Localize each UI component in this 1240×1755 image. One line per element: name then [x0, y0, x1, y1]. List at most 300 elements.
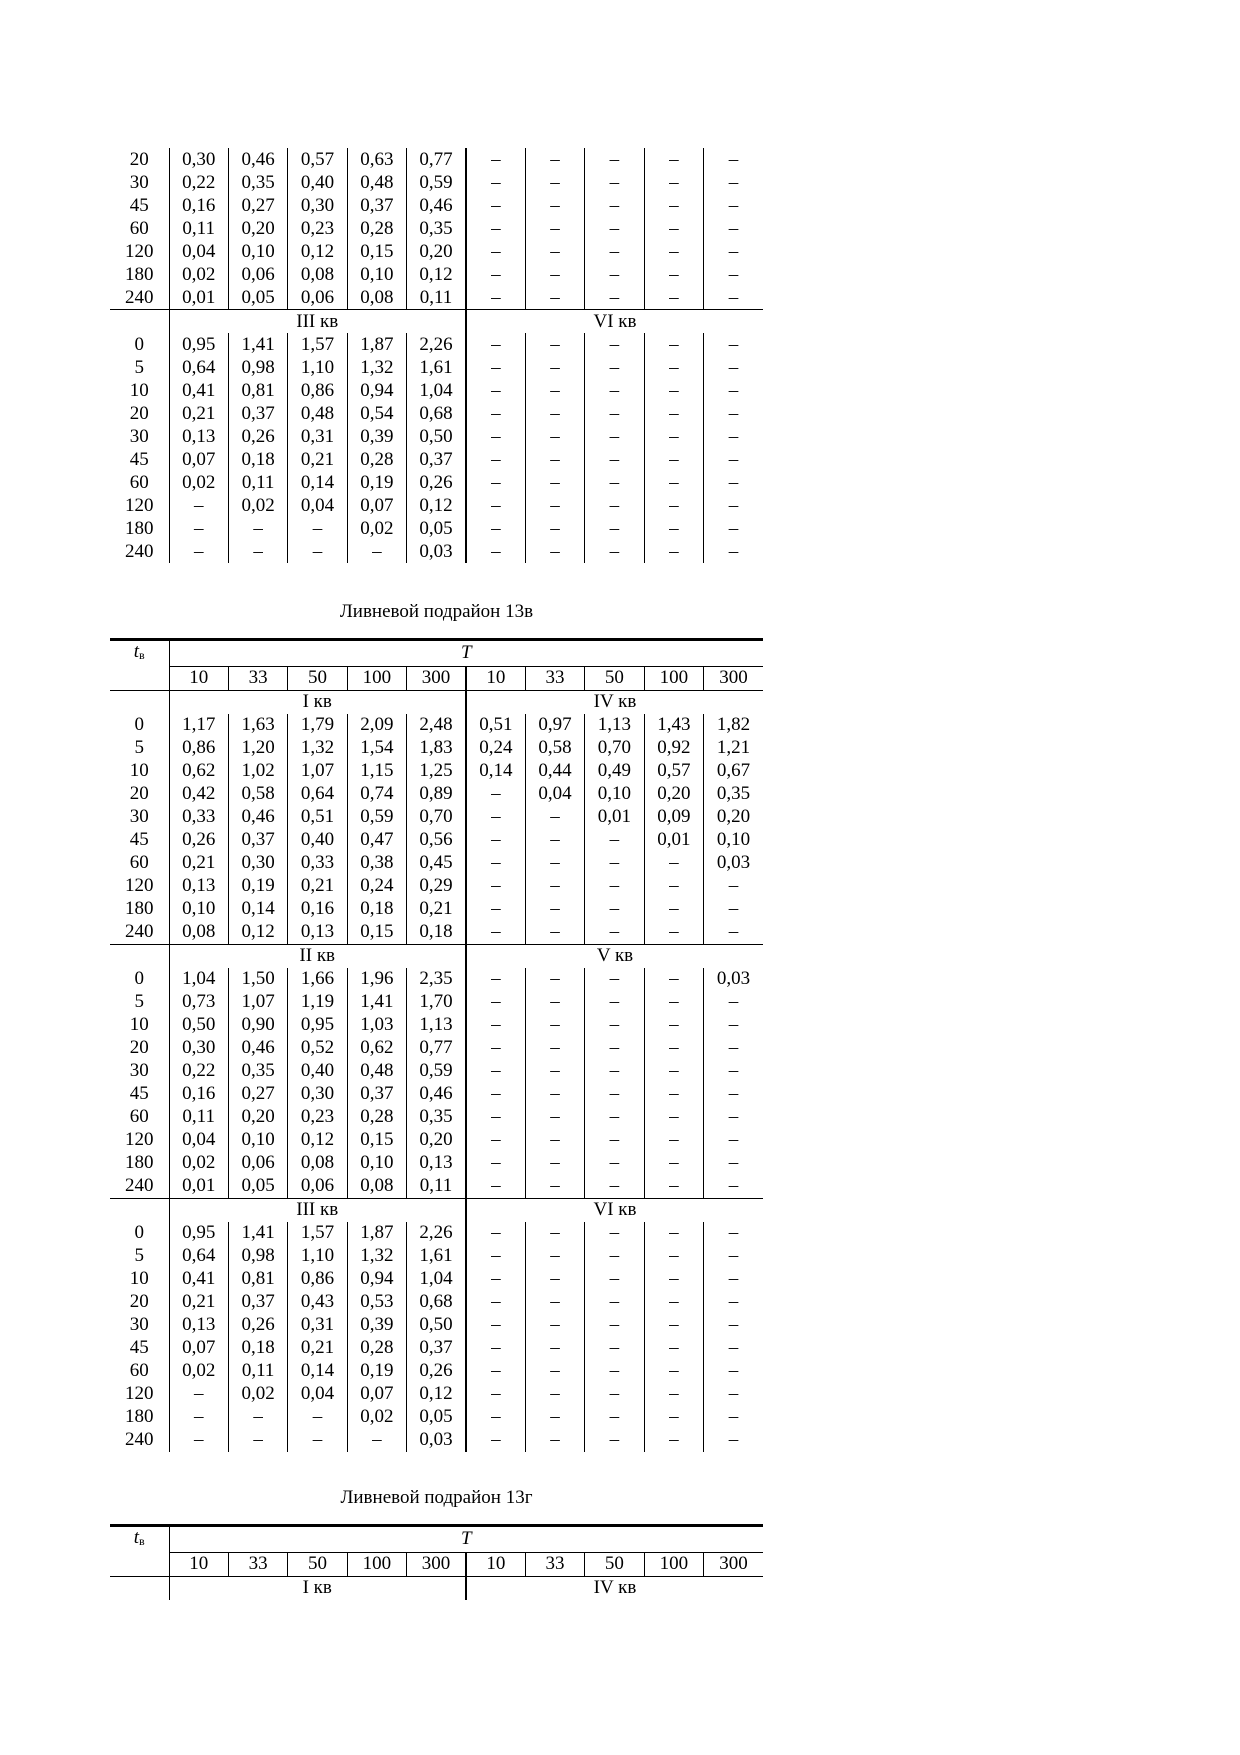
value-cell: 0,58 — [228, 783, 287, 806]
value-cell: – — [466, 898, 525, 921]
value-cell: 0,20 — [228, 217, 287, 240]
value-cell: – — [525, 852, 584, 875]
row-time-cell: 20 — [129, 1037, 149, 1058]
value-cell: – — [644, 1083, 703, 1106]
value-cell: 0,02 — [169, 1360, 228, 1383]
value-cell: – — [525, 991, 584, 1014]
value-cell: 1,13 — [407, 1014, 466, 1037]
row-time-cell: 120 — [125, 1129, 154, 1150]
value-cell: 0,05 — [407, 517, 466, 540]
value-cell: 0,94 — [347, 379, 406, 402]
period-header-cell: 33 — [525, 1552, 584, 1576]
caption-13v: Ливневой подрайон 13в — [339, 601, 534, 622]
value-cell: – — [466, 171, 525, 194]
value-cell: – — [704, 263, 763, 286]
value-cell: – — [525, 898, 584, 921]
value-cell: 0,73 — [169, 991, 228, 1014]
value-cell: – — [525, 1152, 584, 1175]
value-cell: – — [704, 286, 763, 310]
value-cell: – — [644, 356, 703, 379]
quarter-header-spacer — [110, 1576, 169, 1600]
value-cell: – — [466, 1175, 525, 1199]
value-cell: 0,11 — [228, 471, 287, 494]
value-cell: – — [585, 1406, 644, 1429]
period-header-cell: 300 — [704, 666, 764, 690]
row-time-cell: 240 — [125, 921, 154, 942]
quarter-label-right: VI кв — [466, 1198, 763, 1222]
value-cell: – — [704, 1222, 764, 1245]
value-cell: 0,24 — [466, 737, 525, 760]
value-cell: – — [347, 540, 406, 563]
value-cell: – — [525, 1175, 584, 1199]
quarter-header-spacer — [110, 944, 169, 968]
value-cell: – — [466, 1406, 525, 1429]
period-header-cell: 33 — [525, 666, 584, 690]
value-cell: – — [466, 875, 525, 898]
table-row — [110, 356, 763, 379]
row-time-cell: 0 — [134, 714, 144, 735]
value-cell: 1,57 — [288, 333, 347, 356]
value-cell: – — [466, 540, 525, 563]
table-13v — [110, 638, 763, 1452]
value-cell: – — [169, 494, 228, 517]
value-cell: – — [525, 494, 584, 517]
value-cell: 0,18 — [407, 921, 466, 945]
value-cell: 0,51 — [288, 806, 347, 829]
row-time-cell: 45 — [129, 448, 149, 470]
value-cell: 0,46 — [407, 1083, 466, 1106]
value-cell: – — [525, 1360, 584, 1383]
value-cell: – — [585, 517, 644, 540]
row-time-cell: 60 — [129, 1106, 149, 1127]
value-cell: 0,03 — [704, 968, 764, 991]
value-cell: – — [644, 425, 703, 448]
value-cell: – — [525, 1429, 584, 1452]
row-time-cell: 120 — [125, 240, 154, 262]
value-cell: – — [704, 1037, 764, 1060]
value-cell: – — [288, 1429, 347, 1452]
value-cell: – — [704, 217, 763, 240]
value-cell: – — [585, 286, 644, 310]
value-cell: – — [704, 1175, 764, 1199]
period-header-cell: 100 — [644, 1552, 703, 1576]
period-header-cell: 50 — [585, 666, 644, 690]
col-group-header-T: T — [169, 640, 763, 667]
value-cell: – — [228, 540, 287, 563]
value-cell: – — [585, 1175, 644, 1199]
value-cell: – — [644, 471, 703, 494]
row-time-cell: 60 — [129, 471, 149, 493]
row-time-cell: 0 — [134, 333, 144, 355]
row-time-cell: 180 — [125, 263, 154, 285]
value-cell: 1,43 — [644, 714, 703, 737]
value-cell: 0,05 — [407, 1406, 466, 1429]
value-cell: 0,20 — [407, 1129, 466, 1152]
value-cell: 2,26 — [407, 1222, 466, 1245]
value-cell: 0,10 — [347, 1152, 406, 1175]
value-cell: – — [585, 1060, 644, 1083]
value-cell: 0,22 — [169, 1060, 228, 1083]
header-row-periods — [110, 1552, 763, 1576]
value-cell: – — [704, 898, 764, 921]
value-cell: 0,26 — [228, 1314, 287, 1337]
table-row — [110, 852, 763, 875]
value-cell: – — [704, 875, 764, 898]
value-cell: – — [525, 356, 584, 379]
table-row — [110, 968, 763, 991]
value-cell: 0,10 — [585, 783, 644, 806]
row-time-cell: 60 — [129, 217, 149, 239]
value-cell: – — [644, 1175, 703, 1199]
value-cell: 0,53 — [347, 1291, 406, 1314]
value-cell: 0,27 — [228, 1083, 287, 1106]
value-cell: – — [466, 1152, 525, 1175]
value-cell: – — [585, 1429, 644, 1452]
value-cell: 1,03 — [347, 1014, 406, 1037]
table-row — [110, 494, 763, 517]
value-cell: – — [466, 402, 525, 425]
value-cell: – — [644, 991, 703, 1014]
value-cell: – — [525, 379, 584, 402]
period-header-cell: 100 — [644, 666, 703, 690]
value-cell: – — [466, 1291, 525, 1314]
value-cell: 0,46 — [407, 194, 466, 217]
value-cell: – — [704, 540, 763, 563]
value-cell: – — [704, 1129, 764, 1152]
value-cell: 0,06 — [288, 1175, 347, 1199]
col-group-header-T: T — [169, 1526, 763, 1553]
value-cell: – — [585, 1245, 644, 1268]
row-time-cell: 10 — [129, 379, 149, 401]
value-cell: – — [525, 1245, 584, 1268]
value-cell: 0,37 — [347, 194, 406, 217]
value-cell: 0,95 — [169, 1222, 228, 1245]
value-cell: 0,33 — [288, 852, 347, 875]
value-cell: 0,30 — [169, 148, 228, 171]
value-cell: – — [644, 968, 703, 991]
value-cell: 1,63 — [228, 714, 287, 737]
value-cell: – — [466, 471, 525, 494]
value-cell: 0,35 — [704, 783, 764, 806]
value-cell: – — [525, 240, 584, 263]
value-cell: – — [704, 1245, 764, 1268]
value-cell: 0,23 — [288, 1106, 347, 1129]
value-cell: 1,50 — [228, 968, 287, 991]
value-cell: 0,09 — [644, 806, 703, 829]
value-cell: – — [644, 194, 703, 217]
row-time-cell: 30 — [129, 425, 149, 447]
value-cell: 0,50 — [407, 425, 466, 448]
value-cell: – — [585, 448, 644, 471]
value-cell: 2,26 — [407, 333, 466, 356]
value-cell: – — [585, 921, 644, 945]
value-cell: – — [466, 517, 525, 540]
row-time-cell: 30 — [129, 1060, 149, 1081]
value-cell: – — [585, 333, 644, 356]
value-cell: – — [585, 356, 644, 379]
value-cell: – — [466, 1314, 525, 1337]
value-cell: 0,11 — [228, 1360, 287, 1383]
value-cell: – — [644, 217, 703, 240]
quarter-label-right: VI кв — [466, 310, 763, 334]
quarter-label-right: IV кв — [466, 690, 763, 714]
value-cell: 0,07 — [169, 1337, 228, 1360]
value-cell: – — [644, 448, 703, 471]
value-cell: 0,67 — [704, 760, 764, 783]
quarter-label-left: I кв — [169, 690, 466, 714]
value-cell: 1,66 — [288, 968, 347, 991]
value-cell: 0,63 — [347, 148, 406, 171]
value-cell: – — [585, 1360, 644, 1383]
value-cell: 0,04 — [525, 783, 584, 806]
value-cell: 1,96 — [347, 968, 406, 991]
value-cell: – — [704, 1152, 764, 1175]
value-cell: 0,13 — [169, 1314, 228, 1337]
value-cell: 0,86 — [169, 737, 228, 760]
value-cell: 0,10 — [347, 263, 406, 286]
table-row — [110, 425, 763, 448]
value-cell: 1,54 — [347, 737, 406, 760]
value-cell: – — [288, 517, 347, 540]
table-row — [110, 194, 763, 217]
value-cell: 0,10 — [704, 829, 764, 852]
table-row — [110, 471, 763, 494]
value-cell: – — [704, 194, 763, 217]
value-cell: – — [585, 1268, 644, 1291]
value-cell: – — [466, 425, 525, 448]
value-cell: 0,20 — [228, 1106, 287, 1129]
value-cell: 0,35 — [407, 1106, 466, 1129]
value-cell: 1,83 — [407, 737, 466, 760]
value-cell: 0,95 — [288, 1014, 347, 1037]
table-13g — [110, 1524, 763, 1600]
value-cell: – — [644, 171, 703, 194]
value-cell: 0,70 — [407, 806, 466, 829]
value-cell: – — [704, 991, 764, 1014]
value-cell: – — [525, 1222, 584, 1245]
value-cell: 0,21 — [407, 898, 466, 921]
value-cell: – — [466, 1037, 525, 1060]
value-cell: 0,28 — [347, 1106, 406, 1129]
value-cell: 0,81 — [228, 379, 287, 402]
value-cell: – — [585, 1014, 644, 1037]
value-cell: – — [585, 968, 644, 991]
value-cell: 0,15 — [347, 921, 406, 945]
table-row — [110, 898, 763, 921]
value-cell: 0,70 — [585, 737, 644, 760]
value-cell: 0,10 — [169, 898, 228, 921]
value-cell: 0,48 — [347, 171, 406, 194]
value-cell: 0,14 — [288, 1360, 347, 1383]
table-row — [110, 737, 763, 760]
value-cell: 0,11 — [169, 217, 228, 240]
value-cell: 1,04 — [407, 1268, 466, 1291]
table-row — [110, 760, 763, 783]
value-cell: 0,89 — [407, 783, 466, 806]
value-cell: – — [169, 1383, 228, 1406]
row-time-cell: 240 — [125, 540, 154, 562]
row-time-cell: 0 — [134, 968, 144, 989]
row-time-cell: 5 — [134, 737, 144, 758]
table-row — [110, 1314, 763, 1337]
table-row — [110, 1245, 763, 1268]
value-cell: 0,62 — [347, 1037, 406, 1060]
table-row — [110, 1268, 763, 1291]
value-cell: 1,41 — [228, 333, 287, 356]
value-cell: – — [585, 852, 644, 875]
value-cell: 0,04 — [169, 1129, 228, 1152]
table-row — [110, 1175, 763, 1199]
header-row-top — [110, 640, 763, 667]
value-cell: 0,57 — [644, 760, 703, 783]
table-row — [110, 1014, 763, 1037]
value-cell: 0,03 — [407, 1429, 466, 1452]
value-cell: 0,37 — [228, 402, 287, 425]
value-cell: 0,06 — [228, 1152, 287, 1175]
value-cell: 0,27 — [228, 194, 287, 217]
value-cell: 1,21 — [704, 737, 764, 760]
value-cell: – — [644, 1129, 703, 1152]
quarter-label-left: III кв — [169, 310, 466, 334]
value-cell: – — [585, 1106, 644, 1129]
row-time-cell: 45 — [129, 194, 149, 216]
value-cell: – — [466, 448, 525, 471]
row-time-cell: 180 — [125, 1152, 154, 1173]
value-cell: 2,48 — [407, 714, 466, 737]
value-cell: – — [466, 356, 525, 379]
value-cell: – — [644, 875, 703, 898]
table-row — [110, 148, 763, 171]
value-cell: – — [525, 921, 584, 945]
value-cell: 0,18 — [228, 448, 287, 471]
value-cell: – — [644, 1268, 703, 1291]
value-cell: 1,25 — [407, 760, 466, 783]
value-cell: 0,54 — [347, 402, 406, 425]
value-cell: 0,48 — [347, 1060, 406, 1083]
table-row — [110, 379, 763, 402]
value-cell: – — [644, 286, 703, 310]
value-cell: 0,08 — [288, 263, 347, 286]
value-cell: – — [644, 379, 703, 402]
value-cell: – — [644, 263, 703, 286]
value-cell: – — [525, 806, 584, 829]
value-cell: 1,04 — [407, 379, 466, 402]
table-row — [110, 1106, 763, 1129]
value-cell: – — [585, 263, 644, 286]
value-cell: 0,07 — [347, 1383, 406, 1406]
value-cell: 0,45 — [407, 852, 466, 875]
value-cell: 0,49 — [585, 760, 644, 783]
table-row — [110, 1222, 763, 1245]
value-cell: – — [466, 1060, 525, 1083]
value-cell: 0,14 — [228, 898, 287, 921]
value-cell: 0,94 — [347, 1268, 406, 1291]
value-cell: 0,46 — [228, 1037, 287, 1060]
value-cell: – — [525, 829, 584, 852]
value-cell: 0,20 — [704, 806, 764, 829]
value-cell: 0,42 — [169, 783, 228, 806]
value-cell: 0,07 — [169, 448, 228, 471]
value-cell: – — [525, 1083, 584, 1106]
value-cell: – — [704, 171, 763, 194]
value-cell: 0,02 — [347, 1406, 406, 1429]
value-cell: – — [644, 148, 703, 171]
value-cell: – — [644, 1429, 703, 1452]
value-cell: 0,50 — [169, 1014, 228, 1037]
value-cell: – — [704, 379, 763, 402]
value-cell: – — [466, 1129, 525, 1152]
value-cell: 0,81 — [228, 1268, 287, 1291]
row-time-cell: 45 — [129, 829, 149, 850]
value-cell: 0,77 — [407, 148, 466, 171]
value-cell: – — [704, 471, 763, 494]
value-cell: 0,07 — [347, 494, 406, 517]
value-cell: – — [525, 1129, 584, 1152]
value-cell: 0,01 — [644, 829, 703, 852]
value-cell: 1,15 — [347, 760, 406, 783]
value-cell: 0,21 — [288, 875, 347, 898]
value-cell: – — [169, 1406, 228, 1429]
period-header-cell: 100 — [347, 1552, 406, 1576]
value-cell: 0,11 — [407, 286, 466, 310]
value-cell: 0,21 — [169, 402, 228, 425]
value-cell: – — [466, 1014, 525, 1037]
table-row — [110, 875, 763, 898]
value-cell: 0,48 — [288, 402, 347, 425]
value-cell: 0,13 — [169, 875, 228, 898]
quarter-header-row — [110, 944, 763, 968]
value-cell: 2,09 — [347, 714, 406, 737]
value-cell: 0,21 — [288, 1337, 347, 1360]
value-cell: – — [525, 1014, 584, 1037]
value-cell: – — [466, 148, 525, 171]
period-header-cell: 50 — [585, 1552, 644, 1576]
value-cell: 0,35 — [228, 1060, 287, 1083]
value-cell: 0,13 — [169, 425, 228, 448]
value-cell: – — [644, 1360, 703, 1383]
continued-table — [110, 148, 763, 563]
value-cell: – — [585, 1129, 644, 1152]
period-header-cell: 33 — [228, 1552, 287, 1576]
value-cell: 0,02 — [347, 517, 406, 540]
row-time-cell: 10 — [129, 1014, 149, 1035]
period-header-cell: 300 — [407, 666, 466, 690]
table-row — [110, 1383, 763, 1406]
value-cell: 0,40 — [288, 829, 347, 852]
periods-spacer — [110, 666, 169, 690]
value-cell: 0,13 — [407, 1152, 466, 1175]
value-cell: 1,41 — [347, 991, 406, 1014]
value-cell: – — [585, 991, 644, 1014]
row-time-cell: 30 — [129, 1314, 149, 1335]
value-cell: – — [525, 1314, 584, 1337]
quarter-label-right: V кв — [466, 944, 763, 968]
table-row — [110, 1291, 763, 1314]
value-cell: – — [585, 402, 644, 425]
value-cell: – — [466, 286, 525, 310]
value-cell: 0,03 — [704, 852, 764, 875]
value-cell: 1,87 — [347, 333, 406, 356]
value-cell: 0,21 — [169, 852, 228, 875]
period-header-cell: 50 — [288, 666, 347, 690]
value-cell: 1,10 — [288, 356, 347, 379]
value-cell: 0,28 — [347, 448, 406, 471]
value-cell: – — [347, 1429, 406, 1452]
value-cell: 0,06 — [288, 286, 347, 310]
row-time-cell: 120 — [125, 1383, 154, 1404]
value-cell: 0,57 — [288, 148, 347, 171]
value-cell: – — [466, 921, 525, 945]
